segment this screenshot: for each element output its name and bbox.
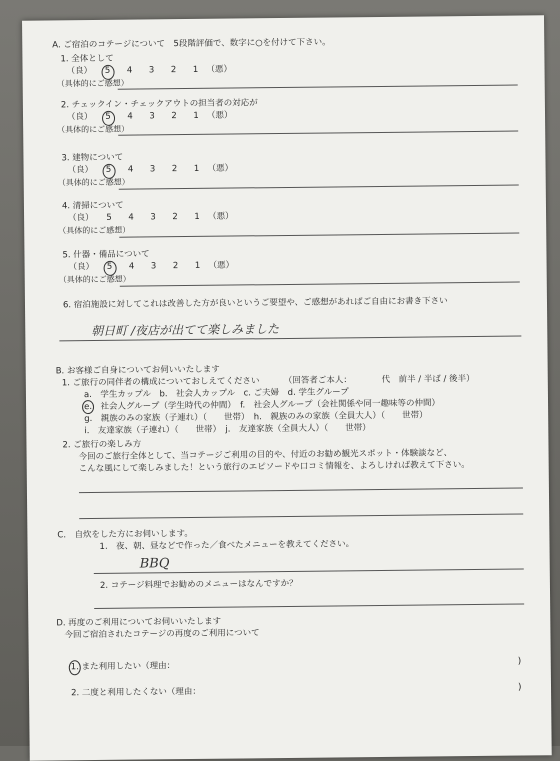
revisit-option-2: 2. 二度と利用したくない（理由： [71,686,201,699]
rating-scale-5: （良） 5 4 3 2 1 （悪） [68,260,235,273]
comment-label-3: （具体的にご感想） [57,177,130,188]
comment-label-1: （具体的にご感想） [56,78,129,89]
companion-option-e-circle[interactable] [82,400,94,414]
respondent-age-note: （回答者ご本人： 代 前半 / 半ば / 後半） [283,374,475,387]
item-2-label: 2. チェックイン・チェックアウトの担当者の対応が [60,98,258,111]
question-b2-body-1: 今回のご旅行全体として、当コテージご利用の目的や、付近のお勧め観光スポット・体験談など、 [78,448,453,463]
revisit-option-1-circle[interactable] [69,660,81,675]
comment-line-1[interactable] [118,85,518,90]
comment-label-5: （具体的にご感想） [58,274,131,285]
section-b-title: B. お客様ご自身についてお伺いいたします [55,364,220,377]
question-b2-body-2: こんな風にして楽しみました！という旅行のエピソードや口コミ情報を、よろしければ教えて下さい。 [78,460,470,475]
section-d-title: D. 再度のご利用についてお伺いいたします [56,616,222,629]
comment-line-4[interactable] [119,233,519,238]
question-c2: 2. コテージ料理でお勧めのメニューはなんですか？ [99,578,298,591]
companion-options-1: a. 学生カップル b. 社会人カップル c. ご夫婦 d. 学生グループ [83,387,349,401]
comment-label-2: （具体的にご感想） [57,124,130,135]
handwritten-answer-6: 朝日町 /夜店が出てて楽しみました [91,322,280,339]
survey-sheet [22,15,552,760]
item-4-label: 4. 清掃について [61,200,124,212]
question-6: 6. 宿泊施設に対してこれは改善した方が良いというご要望や、ご感想があればご自由にお書き下さい [62,296,448,311]
comment-label-4: （具体的にご感想） [58,225,131,236]
answer-line-b2a[interactable] [79,488,523,494]
comment-line-3[interactable] [119,185,519,190]
revisit-option-1: 1. また利用したい（理由： [70,661,176,673]
section-d-subtitle: 今回ご宿泊されたコテージの再度のご利用について [64,628,260,641]
question-b1: 1. ご旅行の同伴者の構成についておしえてください [61,376,260,389]
question-c1: 1. 夜、朝、昼などで作った／食べたメニューを教えてください。 [99,539,355,552]
companion-options-4: i. 友達家族（子連れ）（ 世帯） j. 友達家族（全員大人）（ 世帯） [84,423,371,437]
comment-line-2[interactable] [118,131,518,136]
revisit-option-2-close: ) [517,682,522,693]
revisit-option-1-close: ) [517,656,522,667]
section-a-title: A. ご宿泊のコテージについて 5段階評価で、数字に○を付けて下さい。 [52,37,331,51]
handwritten-answer-c1: BBQ [139,556,170,572]
section-c-title: C. 自炊をした方にお伺いします。 [57,528,193,541]
question-b2: 2. ご旅行の楽しみ方 [62,439,142,451]
rating-scale-2: （良） 5 4 3 2 1 （悪） [66,110,233,123]
item-1-label: 1. 全体として [60,53,114,65]
rating-scale-4: （良） 5 4 3 2 1 （悪） [68,211,234,224]
rating-scale-1: （良） 5 4 3 2 1 （悪） [66,64,233,77]
companion-options-3: g. 親族のみの家族（子連れ）（ 世帯） h. 親族のみの家族（全員大人）（ 世帯） [84,410,428,425]
companion-options-2: e. 社会人グループ（学生時代の仲間） f. 社会人グループ（会社関係や同一趣味等の仲間） [84,398,441,413]
comment-line-5[interactable] [120,282,520,287]
answer-line-b2b[interactable] [79,514,523,520]
item-3-label: 3. 建物について [61,152,124,164]
rating-scale-3: （良） 5 4 3 2 1 （悪） [67,163,234,176]
answer-line-c2[interactable] [94,604,524,610]
item-5-label: 5. 什器・備品について [62,249,150,261]
